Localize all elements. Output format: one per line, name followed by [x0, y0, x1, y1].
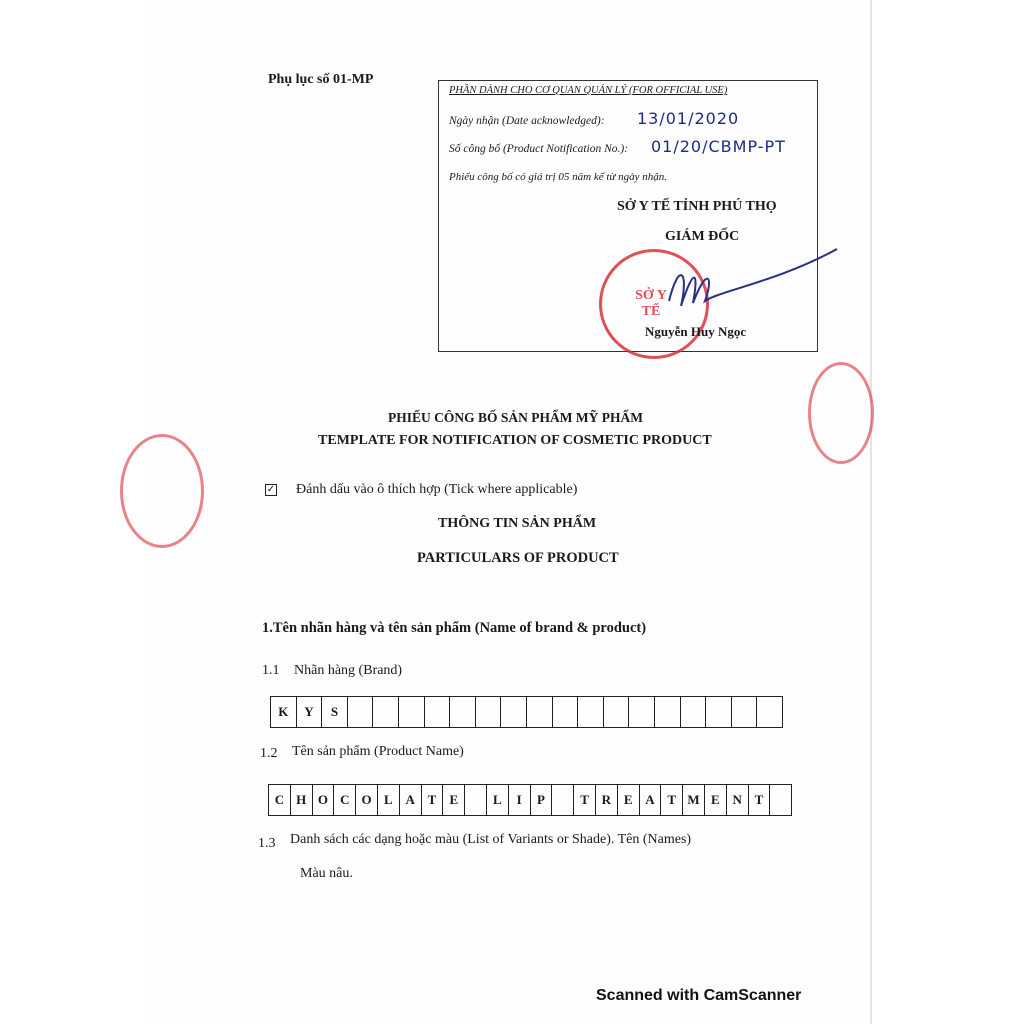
official-use-box	[438, 80, 818, 352]
section-1-heading: 1.Tên nhãn hàng và tên sản phẩm (Name of brand & product)	[262, 620, 647, 636]
product-cell	[552, 785, 574, 815]
date-label: Ngày nhận (Date acknowledged):	[449, 115, 605, 127]
stamp-fragment-right	[808, 362, 874, 464]
product-cell: L	[487, 785, 509, 815]
brand-cell	[373, 697, 399, 727]
shade-value: Màu nâu.	[300, 866, 353, 881]
checkbox-icon: ✓	[266, 484, 276, 495]
product-cell: T	[749, 785, 771, 815]
item-1-1-number: 1.1	[262, 663, 280, 678]
brand-cell	[425, 697, 451, 727]
product-cell: H	[291, 785, 313, 815]
brand-cell	[553, 697, 579, 727]
position-title: GIÁM ĐỐC	[665, 229, 740, 244]
brand-cell	[757, 697, 782, 727]
brand-cell	[501, 697, 527, 727]
signer-name: Nguyễn Huy Ngọc	[645, 324, 747, 339]
brand-cell: Y	[297, 697, 323, 727]
appendix-label: Phụ lục số 01-MP	[268, 72, 374, 87]
brand-cell	[629, 697, 655, 727]
section-title-en: PARTICULARS OF PRODUCT	[417, 550, 619, 566]
product-cell: O	[313, 785, 335, 815]
product-cell: E	[618, 785, 640, 815]
brand-grid	[270, 696, 783, 728]
title-vi: PHIẾU CÔNG BỐ SẢN PHẨM MỸ PHẨM	[388, 410, 643, 425]
brand-cell	[476, 697, 502, 727]
product-cell	[770, 785, 791, 815]
stamp-fragment-left	[120, 434, 204, 548]
product-cell: O	[356, 785, 378, 815]
notification-no-label: Số công bố (Product Notification No.):	[449, 143, 629, 155]
brand-cell	[681, 697, 707, 727]
product-cell: E	[443, 785, 465, 815]
item-1-3-number: 1.3	[258, 836, 276, 851]
product-cell: L	[378, 785, 400, 815]
brand-cell	[604, 697, 630, 727]
brand-cell	[655, 697, 681, 727]
title-en: TEMPLATE FOR NOTIFICATION OF COSMETIC PRODUCT	[318, 433, 712, 448]
product-cell: T	[661, 785, 683, 815]
product-cell: C	[334, 785, 356, 815]
brand-cell: K	[271, 697, 297, 727]
brand-cell	[706, 697, 732, 727]
brand-cell	[348, 697, 374, 727]
product-cell: E	[705, 785, 727, 815]
product-cell	[465, 785, 487, 815]
date-value: 13/01/2020	[637, 109, 740, 128]
product-cell: A	[400, 785, 422, 815]
product-cell: R	[596, 785, 618, 815]
brand-cell: S	[322, 697, 348, 727]
notification-no-value: 01/20/CBMP-PT	[651, 137, 786, 156]
department-name: SỞ Y TẾ TỈNH PHÚ THỌ	[617, 199, 777, 214]
product-cell: P	[531, 785, 553, 815]
brand-cell	[450, 697, 476, 727]
product-cell: T	[422, 785, 444, 815]
product-cell: M	[683, 785, 705, 815]
product-cell: N	[727, 785, 749, 815]
brand-cell	[578, 697, 604, 727]
brand-cell	[399, 697, 425, 727]
validity-note: Phiếu công bố có giá trị 05 năm kể từ ngày nhận.	[449, 171, 668, 183]
item-1-1-label: Nhãn hàng (Brand)	[294, 663, 403, 678]
signature	[659, 241, 839, 321]
stamp-text: SỞ Y TẾ	[635, 288, 667, 319]
item-1-2-label: Tên sản phẩm (Product Name)	[292, 744, 464, 759]
tick-note: Đánh dấu vào ô thích hợp (Tick where applicable)	[296, 482, 578, 497]
section-title-vi: THÔNG TIN SẢN PHẨM	[438, 516, 597, 531]
product-cell: I	[509, 785, 531, 815]
official-header: PHẦN DÀNH CHO CƠ QUAN QUẢN LÝ (FOR OFFICIAL USE)	[449, 85, 728, 96]
item-1-3-label: Danh sách các dạng hoặc màu (List of Variants or Shade). Tên (Names)	[290, 832, 692, 847]
product-cell: A	[640, 785, 662, 815]
brand-cell	[527, 697, 553, 727]
product-cell: C	[269, 785, 291, 815]
brand-cell	[732, 697, 758, 727]
product-name-grid	[268, 784, 792, 816]
camscanner-watermark: Scanned with CamScanner	[596, 987, 802, 1004]
product-cell: T	[574, 785, 596, 815]
item-1-2-number: 1.2	[260, 746, 278, 761]
